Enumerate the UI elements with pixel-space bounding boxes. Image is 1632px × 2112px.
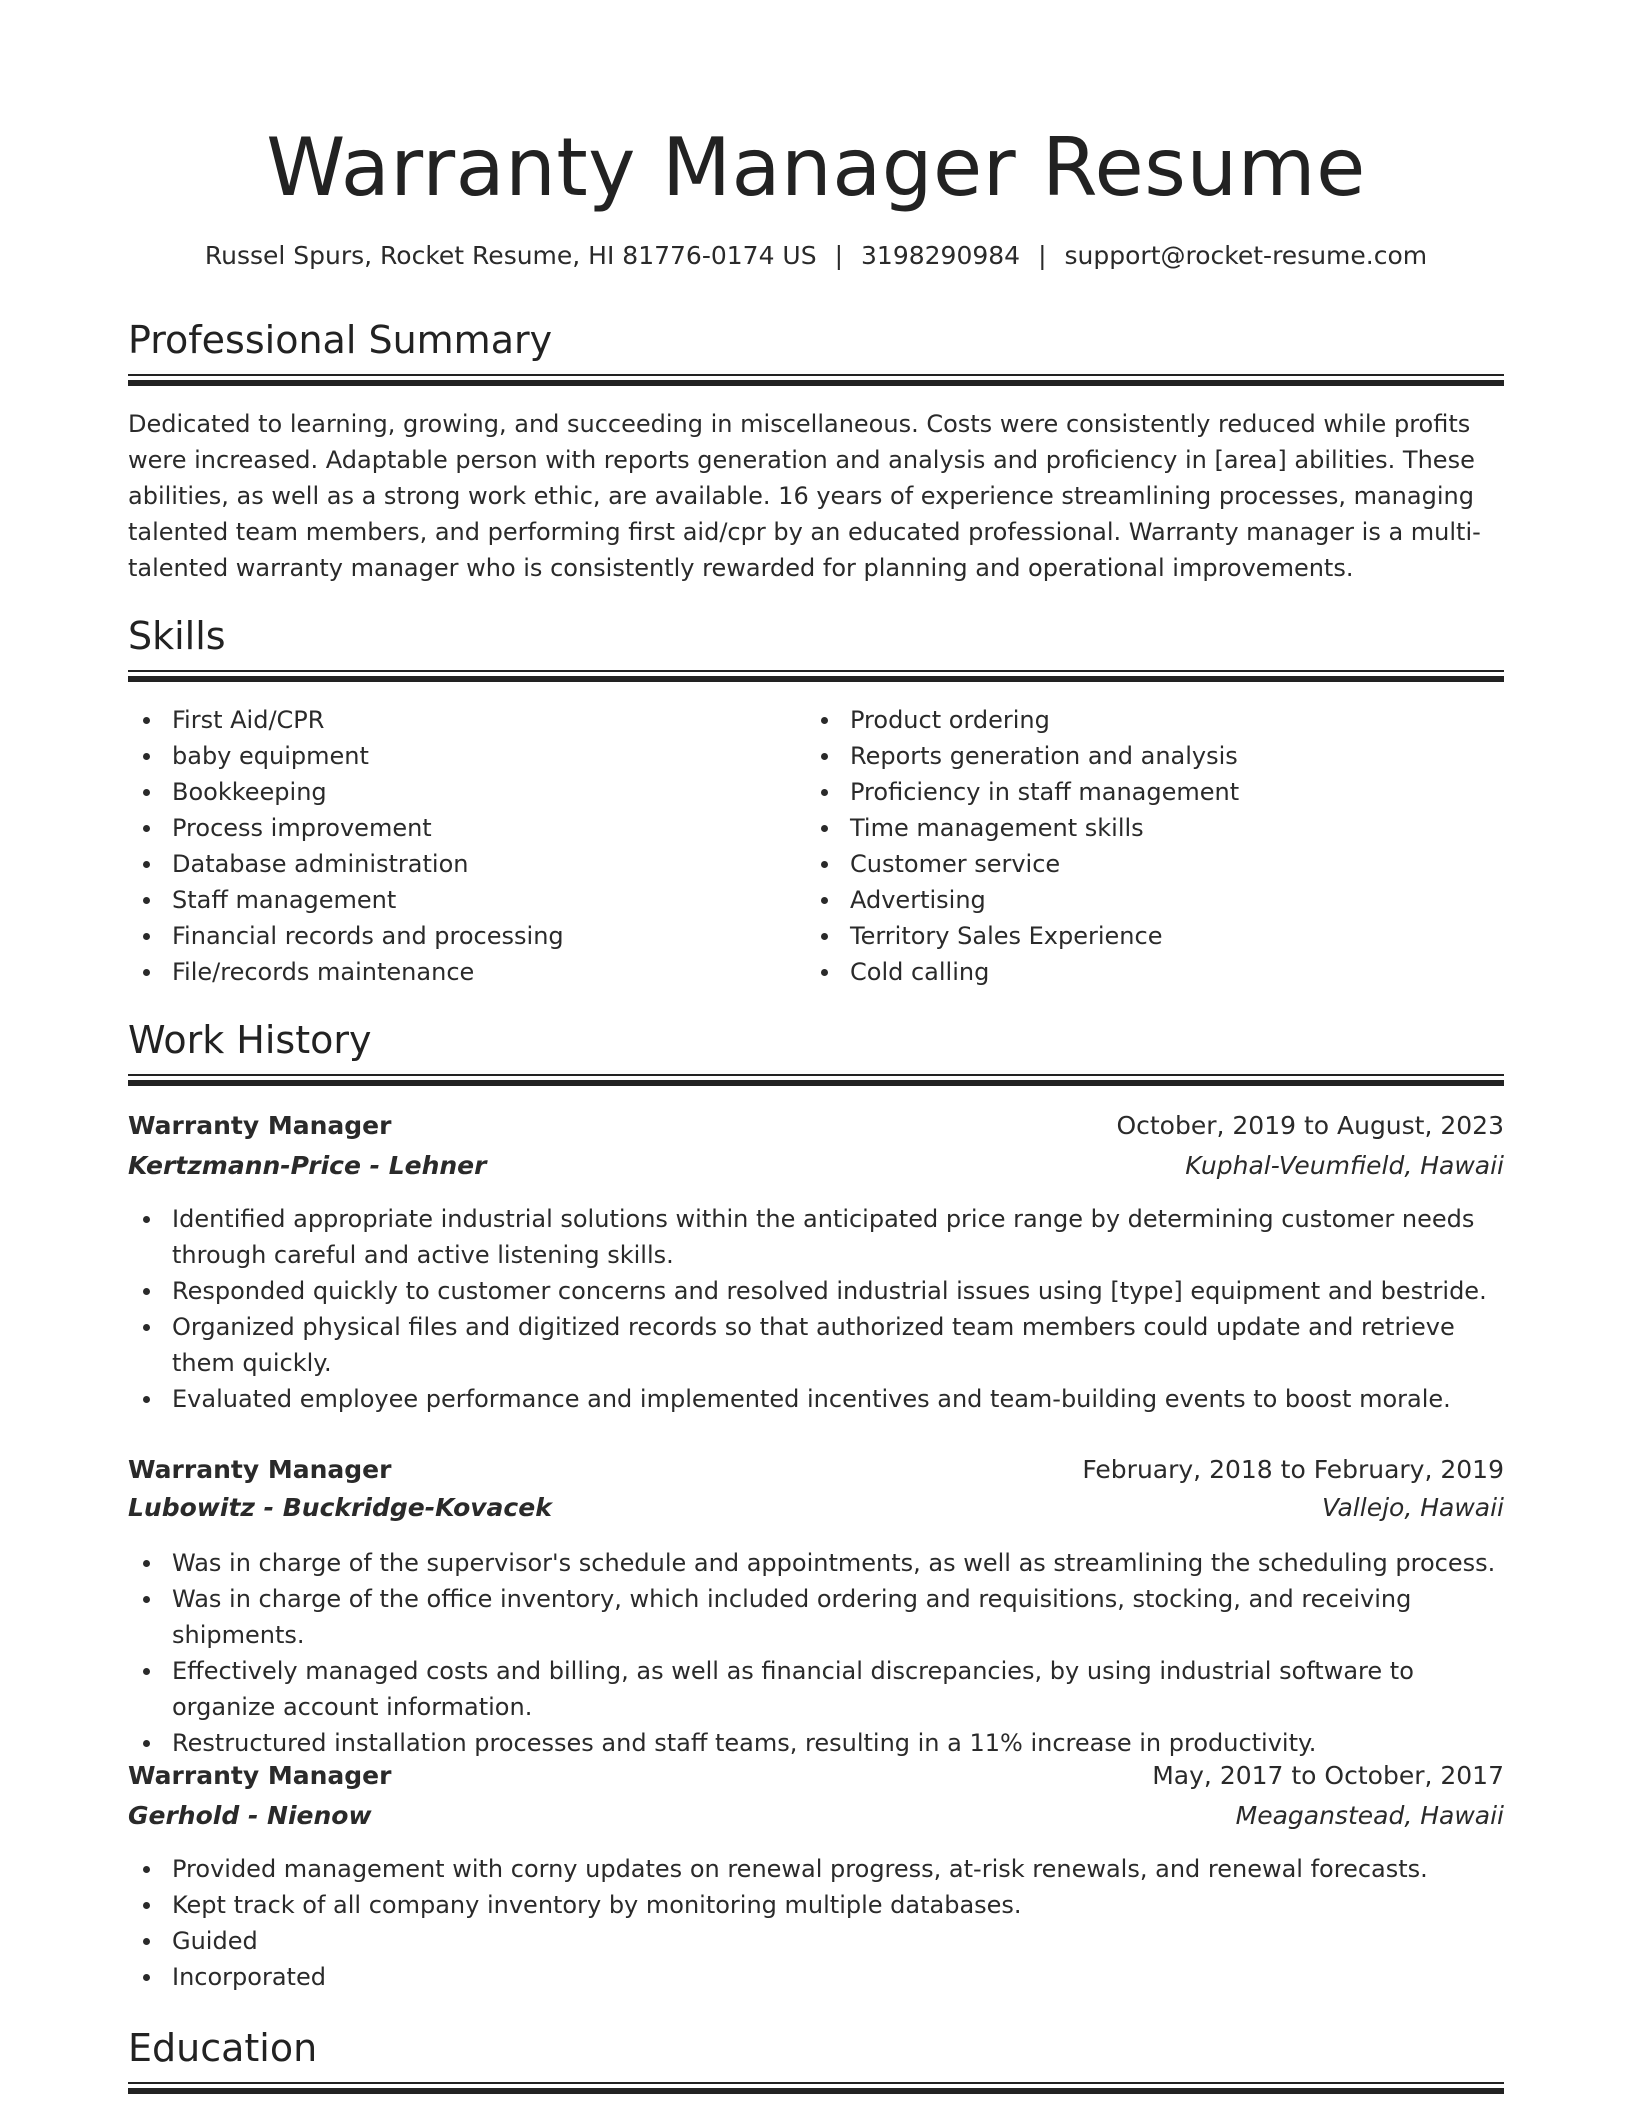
contact-separator: | [1038, 241, 1047, 270]
section-divider [128, 1074, 1504, 1086]
section-title-summary: Professional Summary [128, 318, 553, 362]
list-item: Incorporated [128, 1959, 1504, 1995]
section-title-work-history: Work History [128, 1018, 372, 1062]
skill-item: baby equipment [128, 738, 788, 774]
job-dates: October, 2019 to August, 2023 [1116, 1111, 1504, 1140]
job-title: Warranty Manager [128, 1455, 392, 1484]
job-bullets [128, 1851, 1504, 1995]
job-bullets [128, 1545, 1504, 1761]
skills-list-right [806, 702, 1504, 990]
section-divider [128, 670, 1504, 682]
skill-item: Financial records and processing [128, 918, 788, 954]
skill-item: Staff management [128, 882, 788, 918]
contact-email: support@rocket-resume.com [1064, 241, 1428, 270]
contact-separator: | [834, 241, 844, 270]
job-location: Kuphal-Veumfield, Hawaii [1185, 1151, 1504, 1180]
skill-item: Database administration [128, 846, 788, 882]
contact-line [128, 238, 1504, 274]
list-item: Provided management with corny updates on renewal progress, at-risk renewals, and renewal forecasts. [128, 1851, 1504, 1887]
job-company: Lubowitz - Buckridge-Kovacek [128, 1493, 552, 1522]
list-item: Was in charge of the supervisor's schedule and appointments, as well as streamlining the scheduling process. [128, 1545, 1504, 1581]
skill-item: File/records maintenance [128, 954, 788, 990]
list-item: Kept track of all company inventory by monitoring multiple databases. [128, 1887, 1504, 1923]
job-dates: May, 2017 to October, 2017 [1152, 1761, 1504, 1790]
job-dates: February, 2018 to February, 2019 [1082, 1455, 1504, 1484]
contact-address: Russel Spurs, Rocket Resume, HI 81776-0174 US [204, 241, 817, 270]
job-title: Warranty Manager [128, 1111, 392, 1140]
page-title: Warranty Manager Resume [266, 121, 1366, 214]
skill-item: Reports generation and analysis [806, 738, 1504, 774]
contact-phone: 3198290984 [861, 241, 1021, 270]
skill-item: Product ordering [806, 702, 1504, 738]
list-item: Was in charge of the office inventory, which included ordering and requisitions, stocking, and receiving shipments. [128, 1581, 1504, 1653]
section-title-education: Education [128, 2026, 318, 2070]
skill-item: Advertising [806, 882, 1504, 918]
list-item: Effectively managed costs and billing, as well as financial discrepancies, by using industrial software to organize account information. [128, 1653, 1504, 1725]
list-item: Guided [128, 1923, 1504, 1959]
skill-item: First Aid/CPR [128, 702, 788, 738]
job-location: Meaganstead, Hawaii [1235, 1801, 1504, 1830]
list-item: Responded quickly to customer concerns and resolved industrial issues using [type] equipment and bestride. [128, 1273, 1504, 1309]
skill-item: Customer service [806, 846, 1504, 882]
list-item: Organized physical files and digitized records so that authorized team members could update and retrieve them quickly. [128, 1309, 1504, 1381]
skill-item: Cold calling [806, 954, 1504, 990]
skill-item: Time management skills [806, 810, 1504, 846]
section-title-skills: Skills [128, 614, 226, 658]
skill-item: Process improvement [128, 810, 788, 846]
list-item: Identified appropriate industrial solutions within the anticipated price range by determining customer needs through careful and active listening skills. [128, 1201, 1504, 1273]
skill-item: Proficiency in staff management [806, 774, 1504, 810]
job-location: Vallejo, Hawaii [1321, 1493, 1504, 1522]
list-item: Restructured installation processes and staff teams, resulting in a 11% increase in productivity. [128, 1725, 1504, 1761]
section-divider [128, 374, 1504, 386]
skill-item: Territory Sales Experience [806, 918, 1504, 954]
list-item: Evaluated employee performance and implemented incentives and team-building events to boost morale. [128, 1381, 1504, 1417]
skills-list-left [128, 702, 788, 990]
job-title: Warranty Manager [128, 1761, 392, 1790]
job-bullets [128, 1201, 1504, 1417]
skill-item: Bookkeeping [128, 774, 788, 810]
job-company: Gerhold - Nienow [128, 1801, 372, 1830]
section-divider [128, 2082, 1504, 2094]
summary-text: Dedicated to learning, growing, and succeeding in miscellaneous. Costs were consistently reduced while profits were increased. Adaptable person with reports generation and analysis and proficiency in [area] abilities. These abilities, as well as a strong work ethic, are available. 16 years of experience streamlining processes, managing talented team members, and performing first aid/cpr by an educated professional. Warranty manager is a multi-talented warranty manager who is consistently rewarded for planning and operational improvements. [128, 410, 1481, 582]
job-company: Kertzmann-Price - Lehner [128, 1151, 487, 1180]
